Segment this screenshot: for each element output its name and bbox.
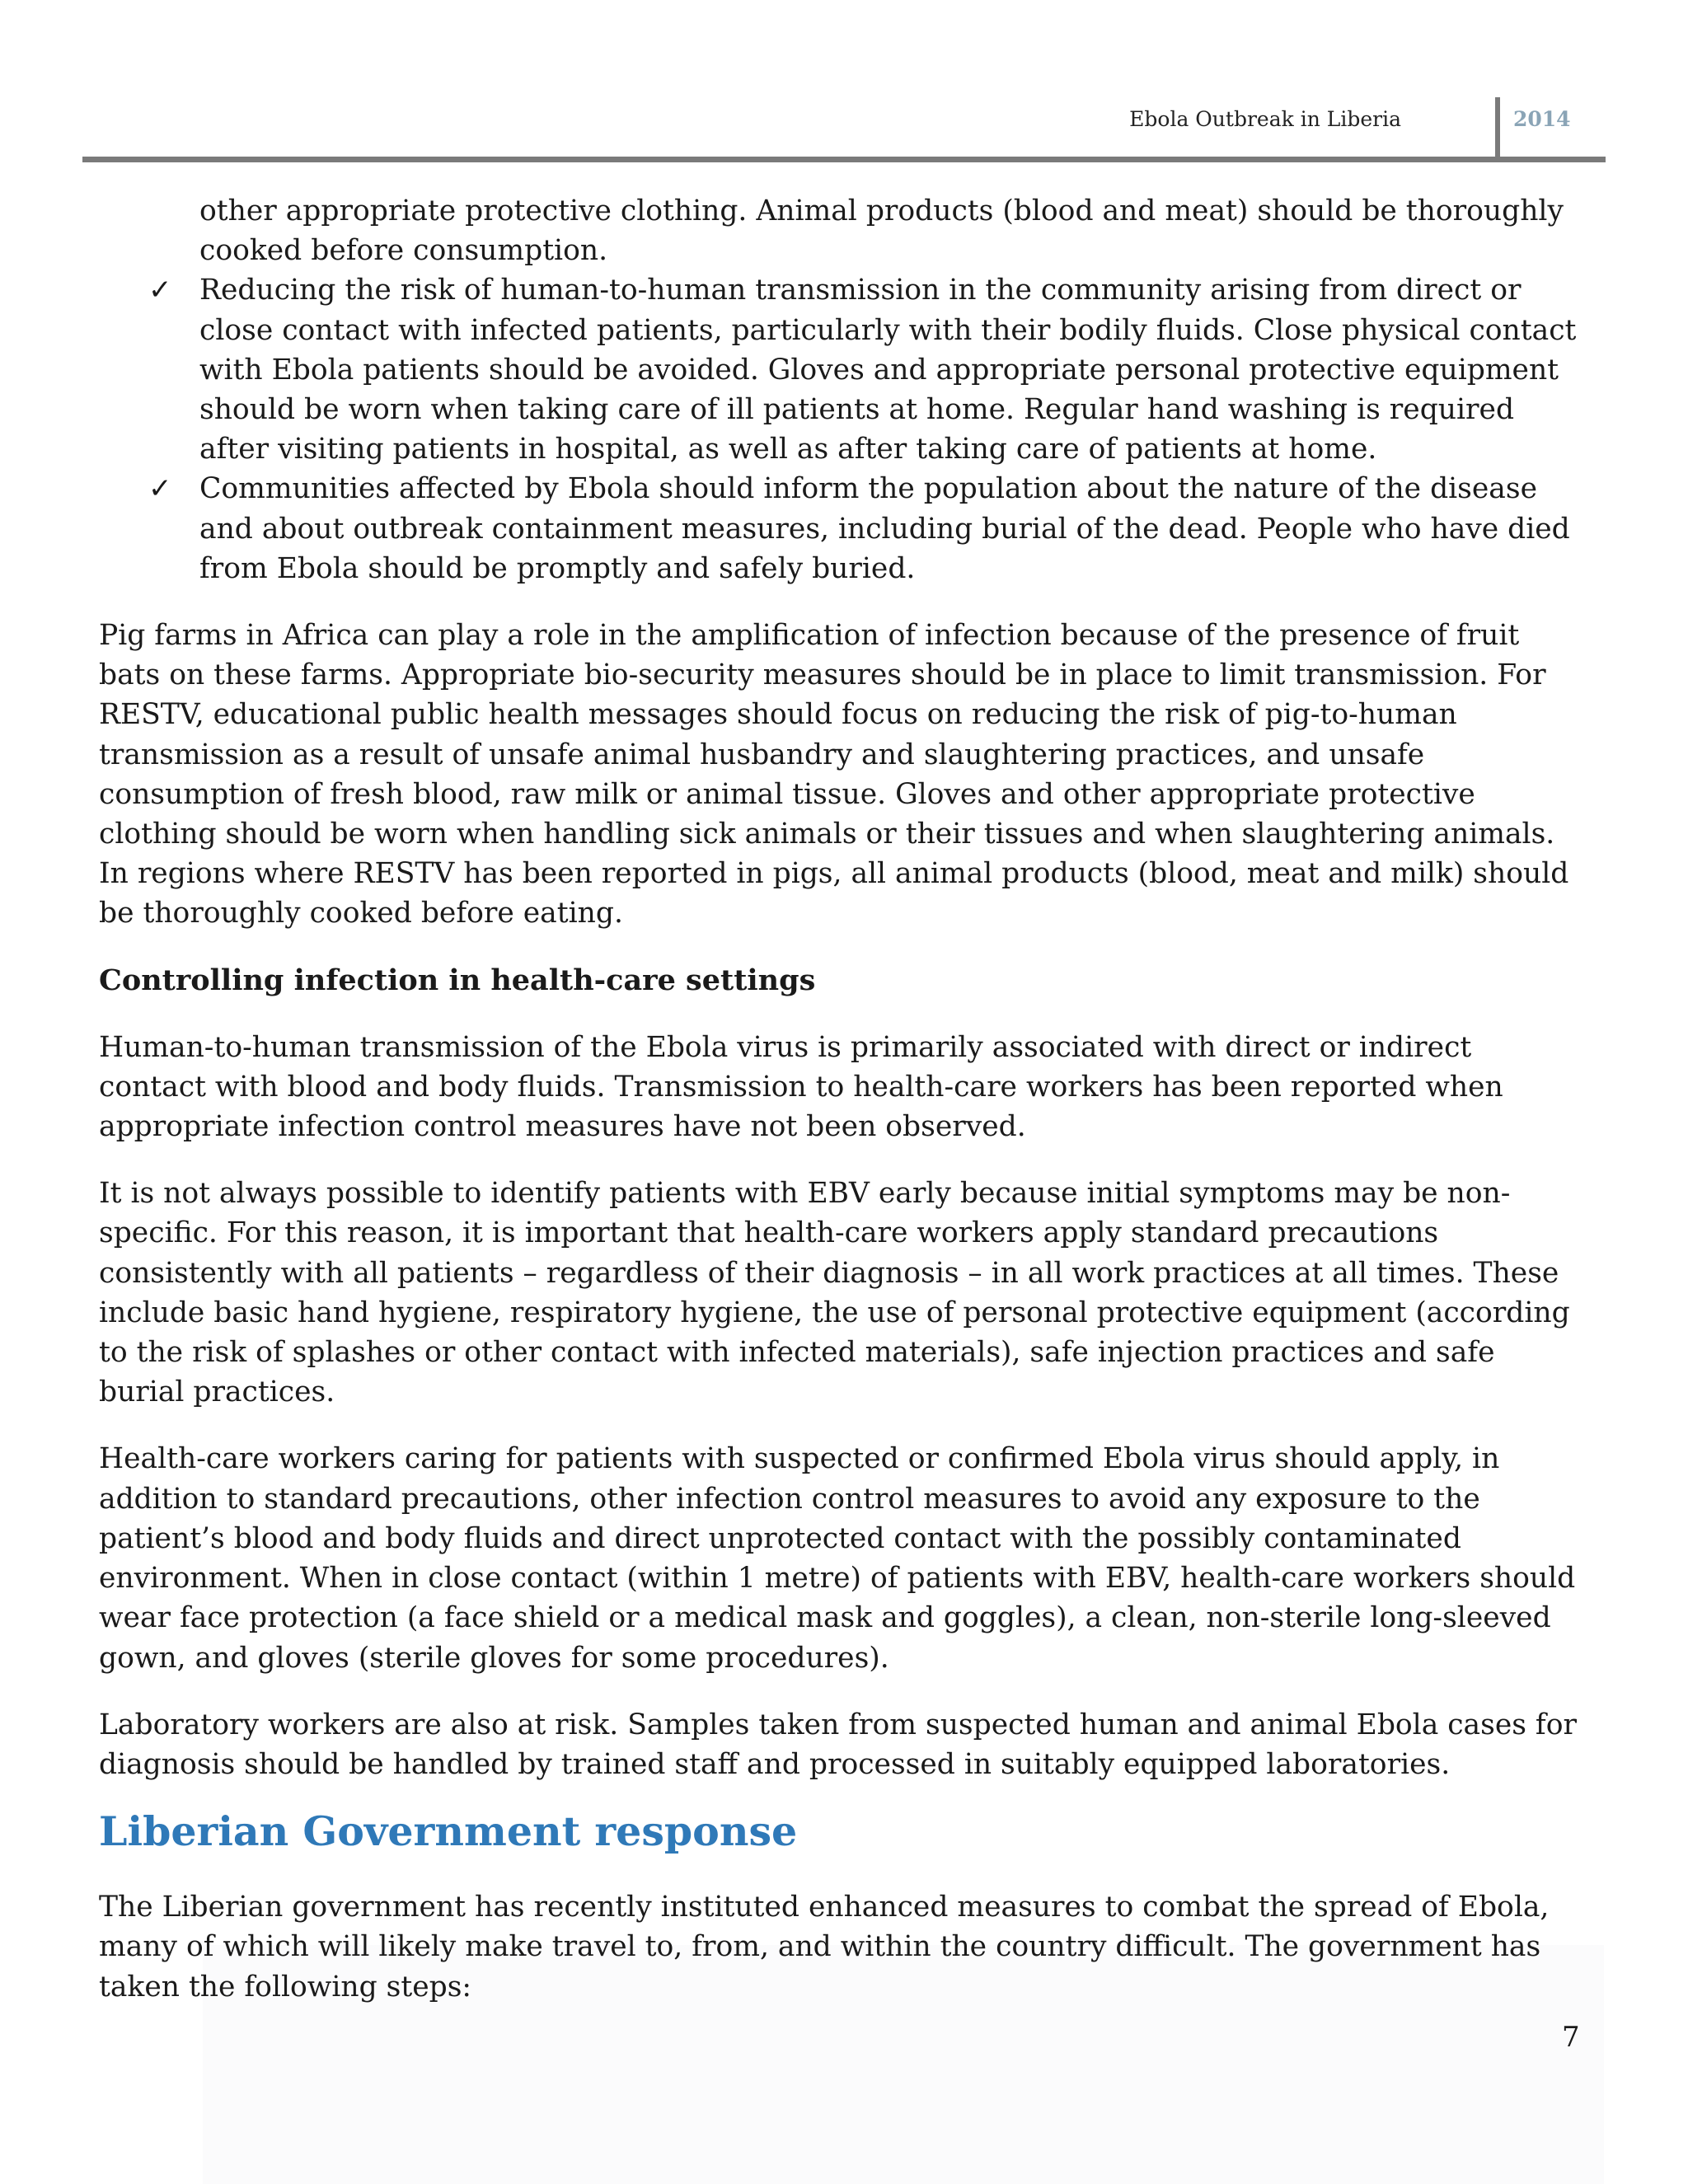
- checkmark-icon: ✓: [148, 472, 172, 506]
- list-item-text: Reducing the risk of human-to-human transmission in the community arising from direct or close contact with infected patients, particularly with their bodily fluids. Close physical contact with Ebola patients should be avoided. Gloves and appropriate personal protective equipment should be worn when taking care of ill patients at home. Regular hand washing is required after visiting patients in hospital, as well as after taking care of patients at home.: [199, 274, 1577, 466]
- section-heading-government-response: Liberian Government response: [99, 1807, 798, 1856]
- subheading-infection-control: Controlling infection in health-care settings: [99, 963, 816, 997]
- page-number: 7: [1562, 2021, 1580, 2054]
- header-rule: [82, 157, 1606, 162]
- page-content: [99, 191, 1582, 2007]
- page-header: [82, 97, 1606, 163]
- header-year: 2014: [1513, 107, 1571, 131]
- paragraph-laboratory-workers: Laboratory workers are also at risk. Samples taken from suspected human and animal Ebola cases for diagnosis should be handled by trained staff and processed in suitably equipped laboratories.: [99, 1708, 1577, 1781]
- checkmark-icon: ✓: [148, 274, 172, 307]
- bullet-continuation: other appropriate protective clothing. Animal products (blood and meat) should be thoroughly cooked before consumption.: [199, 194, 1564, 268]
- paragraph-health-care-workers: Health-care workers caring for patients with suspected or confirmed Ebola virus should apply, in addition to standard precautions, other infection control measures to avoid any exposure to the patient’s blood and body fluids and direct unprotected contact with the possibly contaminated environment. When in close contact (within 1 metre) of patients with EBV, health-care workers should wear face protection (a face shield or a medical mask and goggles), a clean, non-sterile long-sleeved gown, and gloves (sterile gloves for some procedures).: [99, 1442, 1576, 1675]
- list-item: [148, 270, 1582, 469]
- header-divider: [1495, 97, 1500, 158]
- list-item: [148, 469, 1582, 588]
- paragraph-transmission: Human-to-human transmission of the Ebola virus is primarily associated with direct or indirect contact with blood and body fluids. Transmission to health-care workers has been reported when appropriate infection control measures have not been observed.: [99, 1030, 1503, 1144]
- header-title: Ebola Outbreak in Liberia: [1129, 107, 1401, 131]
- bullet-list: [99, 270, 1582, 588]
- list-item-text: Communities affected by Ebola should inform the population about the nature of the disease and about outbreak containment measures, including burial of the dead. People who have died from Ebola should be promptly and safely buried.: [199, 472, 1570, 585]
- paragraph-government-measures: The Liberian government has recently instituted enhanced measures to combat the spread of Ebola, many of which will likely make travel to, from, and within the country difficult. The government has taken the following steps:: [99, 1891, 1550, 2004]
- paragraph-standard-precautions: It is not always possible to identify patients with EBV early because initial symptoms may be non-specific. For this reason, it is important that health-care workers apply standard precautions consistently with all patients – regardless of their diagnosis – in all work practices at all times. These include basic hand hygiene, respiratory hygiene, the use of personal protective equipment (according to the risk of splashes or other contact with infected materials), safe injection practices and safe burial practices.: [99, 1177, 1570, 1409]
- paragraph-pig-farms: Pig farms in Africa can play a role in the amplification of infection because of the presence of fruit bats on these farms. Appropriate bio-security measures should be in place to limit transmission. For RESTV, educational public health messages should focus on reducing the risk of pig-to-human transmission as a result of unsafe animal husbandry and slaughtering practices, and unsafe consumption of fresh blood, raw milk or animal tissue. Gloves and other appropriate protective clothing should be worn when handling sick animals or their tissues and when slaughtering animals. In regions where RESTV has been reported in pigs, all animal products (blood, meat and milk) should be thoroughly cooked before eating.: [99, 619, 1569, 930]
